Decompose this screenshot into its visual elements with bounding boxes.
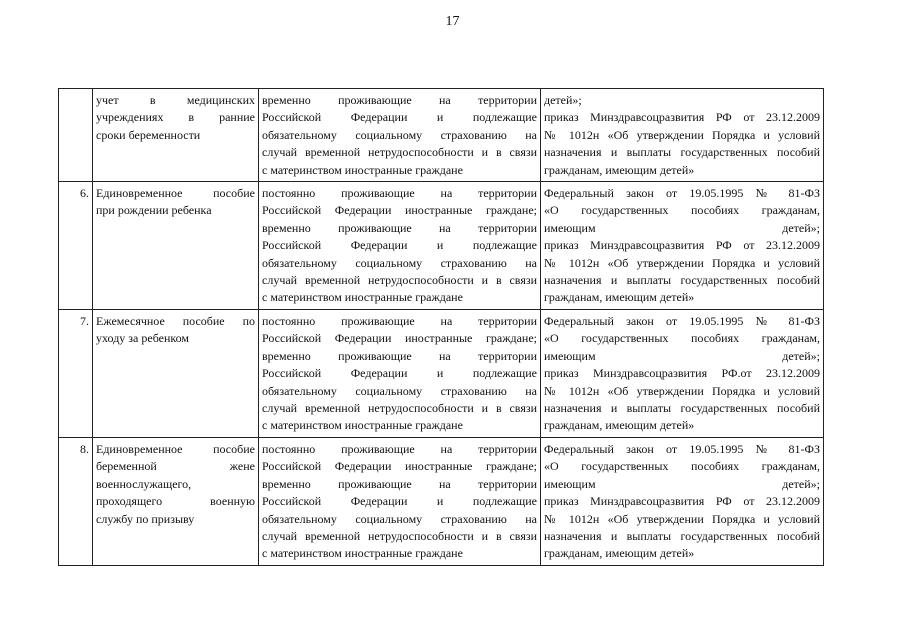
cell-text-line: гражданам, имеющим детей»: [544, 418, 695, 433]
page-number: 17: [445, 14, 460, 29]
cell-text-line: Единовременное пособие: [96, 441, 255, 456]
cell-text-line: Ежемесячное пособие по: [96, 314, 255, 329]
cell-text-line: назначения и выплаты государственных пособий: [544, 145, 820, 160]
cell-text-line: назначения и выплаты государственных пособий: [544, 273, 820, 288]
cell-text-line: случай временной нетрудоспособности и в связи: [262, 528, 537, 543]
benefit-name-cell: [93, 89, 259, 182]
cell-text-line: № 1012н «Об утверждении Порядка и условий: [544, 511, 820, 526]
cell-text-line: постоянно проживающие на территории: [262, 186, 537, 201]
legal-basis-cell: [541, 182, 824, 310]
cell-text-line: проходящего военную: [96, 494, 255, 509]
cell-text-line: временно проживающие на территории: [262, 476, 537, 491]
table-row: [59, 310, 824, 438]
cell-text-line: детей»;: [544, 93, 582, 107]
row-number-cell: 6.: [59, 182, 93, 310]
cell-text-line: приказ Минздравсоцразвития РФ от 23.12.2009: [544, 238, 820, 253]
recipients-cell: [259, 89, 541, 182]
cell-text-line: гражданам, имеющим детей»: [544, 546, 695, 561]
cell-text-line: Федеральный закон от 19.05.1995 № 81-ФЗ: [544, 441, 820, 456]
table-row: [59, 182, 824, 310]
benefit-name-cell: [93, 310, 259, 438]
cell-text-line: имеющим детей»;: [544, 220, 820, 235]
cell-text-line: № 1012н «Об утверждении Порядка и условий: [544, 127, 820, 142]
cell-text-line: с материнством иностранные граждане: [262, 546, 463, 561]
cell-text-line: № 1012н «Об утверждении Порядка и условий: [544, 255, 820, 270]
cell-text-line: с материнством иностранные граждане: [262, 290, 463, 305]
legal-basis-cell: [541, 437, 824, 565]
cell-text-line: гражданам, имеющим детей»: [544, 162, 695, 177]
cell-text-line: постоянно проживающие на территории: [262, 314, 537, 329]
cell-text-line: № 1012н «Об утверждении Порядка и условий: [544, 383, 820, 398]
cell-text-line: Российской Федерации и подлежащие: [262, 110, 537, 125]
cell-text-line: приказ Минздравсоцразвития РФ.от 23.12.2009: [544, 366, 820, 381]
recipients-cell: [259, 437, 541, 565]
cell-text-line: Российской Федерации и подлежащие: [262, 238, 537, 253]
cell-text-line: Российской Федерации иностранные граждане;: [262, 203, 537, 218]
cell-text-line: имеющим детей»;: [544, 348, 820, 363]
cell-text-line: беременной жене: [96, 459, 255, 474]
cell-text-line: обязательному социальному страхованию на: [262, 383, 537, 398]
cell-text-line: Российской Федерации и подлежащие: [262, 494, 537, 509]
cell-text-line: обязательному социальному страхованию на: [262, 127, 537, 142]
cell-text-line: Федеральный закон от 19.05.1995 № 81-ФЗ: [544, 314, 820, 329]
cell-text-line: временно проживающие на территории: [262, 220, 537, 235]
legal-basis-cell: [541, 310, 824, 438]
cell-text-line: приказ Минздравсоцразвития РФ от 23.12.2009: [544, 494, 820, 509]
recipients-cell: [259, 310, 541, 438]
cell-text-line: с материнством иностранные граждане: [262, 162, 463, 177]
table-row: [59, 89, 824, 182]
cell-text-line: гражданам, имеющим детей»: [544, 290, 695, 305]
benefit-name-cell: [93, 437, 259, 565]
cell-text-line: «О государственных пособиях гражданам,: [544, 459, 820, 474]
legal-basis-cell: [541, 89, 824, 182]
cell-text-line: уходу за ребенком: [96, 331, 189, 346]
cell-text-line: обязательному социальному страхованию на: [262, 511, 537, 526]
row-number-cell: 8.: [59, 437, 93, 565]
cell-text-line: Единовременное пособие: [96, 186, 255, 201]
row-number-cell: [59, 89, 93, 182]
benefit-name-cell: [93, 182, 259, 310]
cell-text-line: сроки беременности: [96, 127, 201, 142]
cell-text-line: временно проживающие на территории: [262, 348, 537, 363]
cell-text-line: Российской Федерации иностранные граждане;: [262, 459, 537, 474]
cell-text-line: случай временной нетрудоспособности и в связи: [262, 273, 537, 288]
cell-text-line: назначения и выплаты государственных пособий: [544, 401, 820, 416]
cell-text-line: при рождении ребенка: [96, 203, 212, 218]
cell-text-line: «О государственных пособиях гражданам,: [544, 203, 820, 218]
cell-text-line: Российской Федерации иностранные граждане;: [262, 331, 537, 346]
benefits-table: [58, 88, 824, 566]
table-body: [59, 89, 824, 566]
cell-text-line: с материнством иностранные граждане: [262, 418, 463, 433]
cell-text-line: Федеральный закон от 19.05.1995 № 81-ФЗ: [544, 186, 820, 201]
cell-text-line: назначения и выплаты государственных пособий: [544, 528, 820, 543]
cell-text-line: приказ Минздравсоцразвития РФ от 23.12.2009: [544, 110, 820, 125]
cell-text-line: Российской Федерации и подлежащие: [262, 366, 537, 381]
recipients-cell: [259, 182, 541, 310]
cell-text-line: обязательному социальному страхованию на: [262, 255, 537, 270]
row-number-cell: 7.: [59, 310, 93, 438]
table-row: [59, 437, 824, 565]
cell-text-line: временно проживающие на территории: [262, 93, 537, 107]
cell-text-line: учреждениях в ранние: [96, 110, 255, 125]
cell-text-line: случай временной нетрудоспособности и в связи: [262, 401, 537, 416]
cell-text-line: службу по призыву: [96, 511, 195, 526]
cell-text-line: военнослужащего,: [96, 476, 192, 491]
cell-text-line: постоянно проживающие на территории: [262, 441, 537, 456]
cell-text-line: учет в медицинских: [96, 93, 255, 107]
cell-text-line: имеющим детей»;: [544, 476, 820, 491]
cell-text-line: случай временной нетрудоспособности и в связи: [262, 145, 537, 160]
cell-text-line: «О государственных пособиях гражданам,: [544, 331, 820, 346]
